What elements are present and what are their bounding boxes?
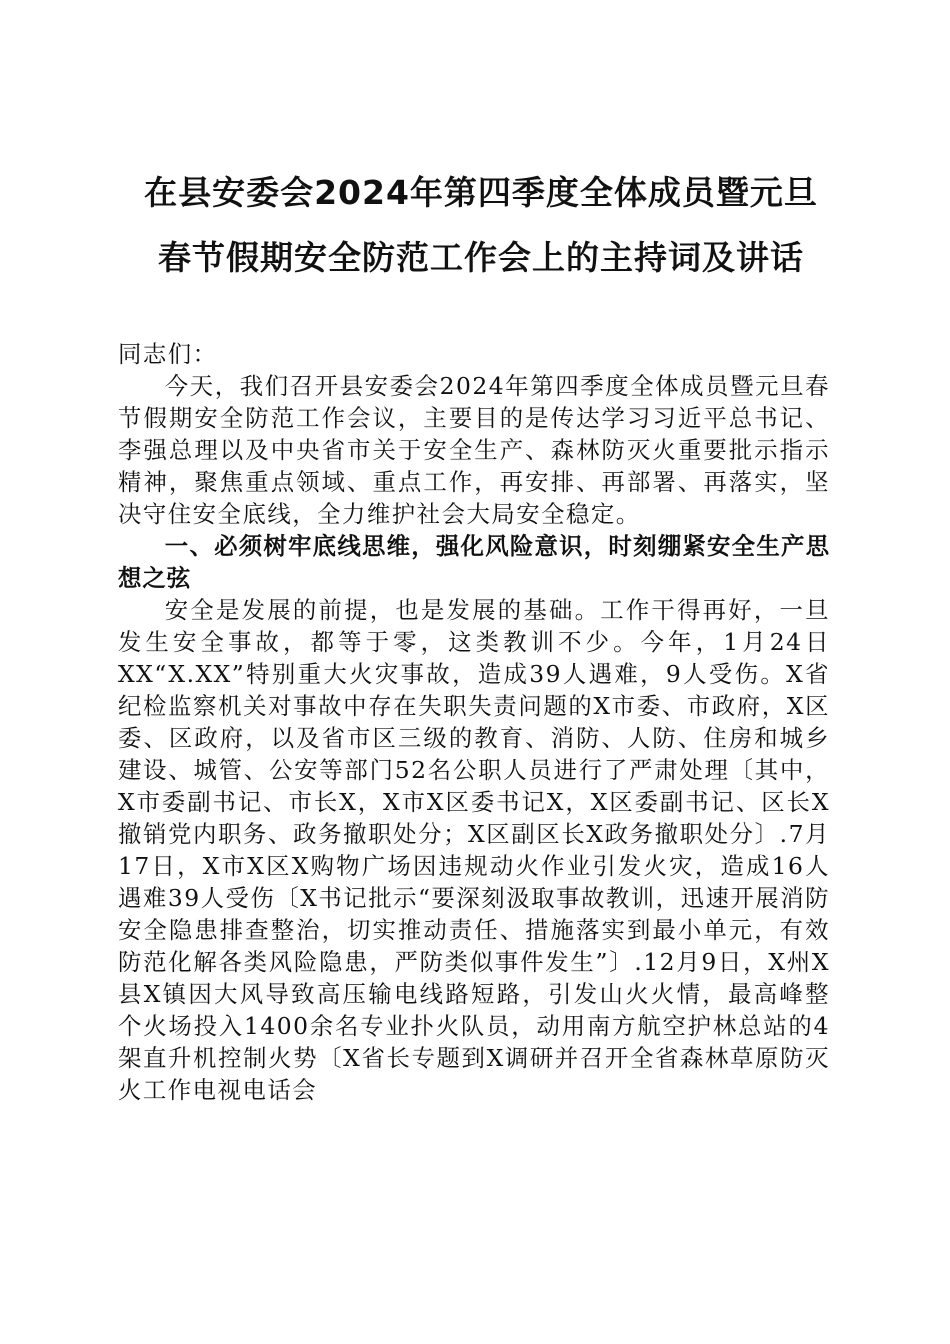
document-body xyxy=(118,338,830,1106)
document-title xyxy=(118,160,830,290)
document-page xyxy=(118,160,830,1106)
section-1-paragraph: 安全是发展的前提，也是发展的基础。工作干得再好，一旦发生安全事故，都等于零，这类教训不少。今年，1月24日XX“X.XX”特别重大火灾事故，造成39人遇难，9人受伤。X省纪检监察机关对事故中存在失职失责问题的X市委、市政府，X区委、区政府，以及省市区三级的教育、消防、人防、住房和城乡建设、城管、公安等部门52名公职人员进行了严肃处理〔其中，X市委副书记、市长X，X市X区委书记X，X区委副书记、区长X撤销党内职务、政务撤职处分；X区副区长X政务撤职处分〕.7月17日，X市X区X购物广场因违规动火作业引发火灾，造成16人遇难39人受伤〔X书记批示“要深刻汲取事故教训，迅速开展消防安全隐患排查整治，切实推动责任、措施落实到最小单元，有效防范化解各类风险隐患，严防类似事件发生”〕.12月9日，X州X县X镇因大风导致高压输电线路短路，引发山火火情，最高峰整个火场投入1400余名专业扑火队员，动用南方航空护林总站的4架直升机控制火势〔X省长专题到X调研并召开全省森林草原防灭火工作电视电话会 xyxy=(118,596,830,1104)
title-line-1: 在县安委会2024年第四季度全体成员暨元旦 xyxy=(144,173,818,212)
title-line-2: 春节假期安全防范工作会上的主持词及讲话 xyxy=(158,238,804,277)
section-heading-1: 一、必须树牢底线思维，强化风险意识，时刻绷紧安全生产思想之弦 xyxy=(118,532,830,592)
intro-paragraph: 今天，我们召开县安委会2024年第四季度全体成员暨元旦春节假期安全防范工作会议，主要目的是传达学习习近平总书记、李强总理以及中央省市关于安全生产、森林防灭火重要批示指示精神，聚焦重点领域、重点工作，再安排、再部署、再落实，坚决守住安全底线，全力维护社会大局安全稳定。 xyxy=(118,372,830,528)
salutation: 同志们： xyxy=(118,340,218,368)
